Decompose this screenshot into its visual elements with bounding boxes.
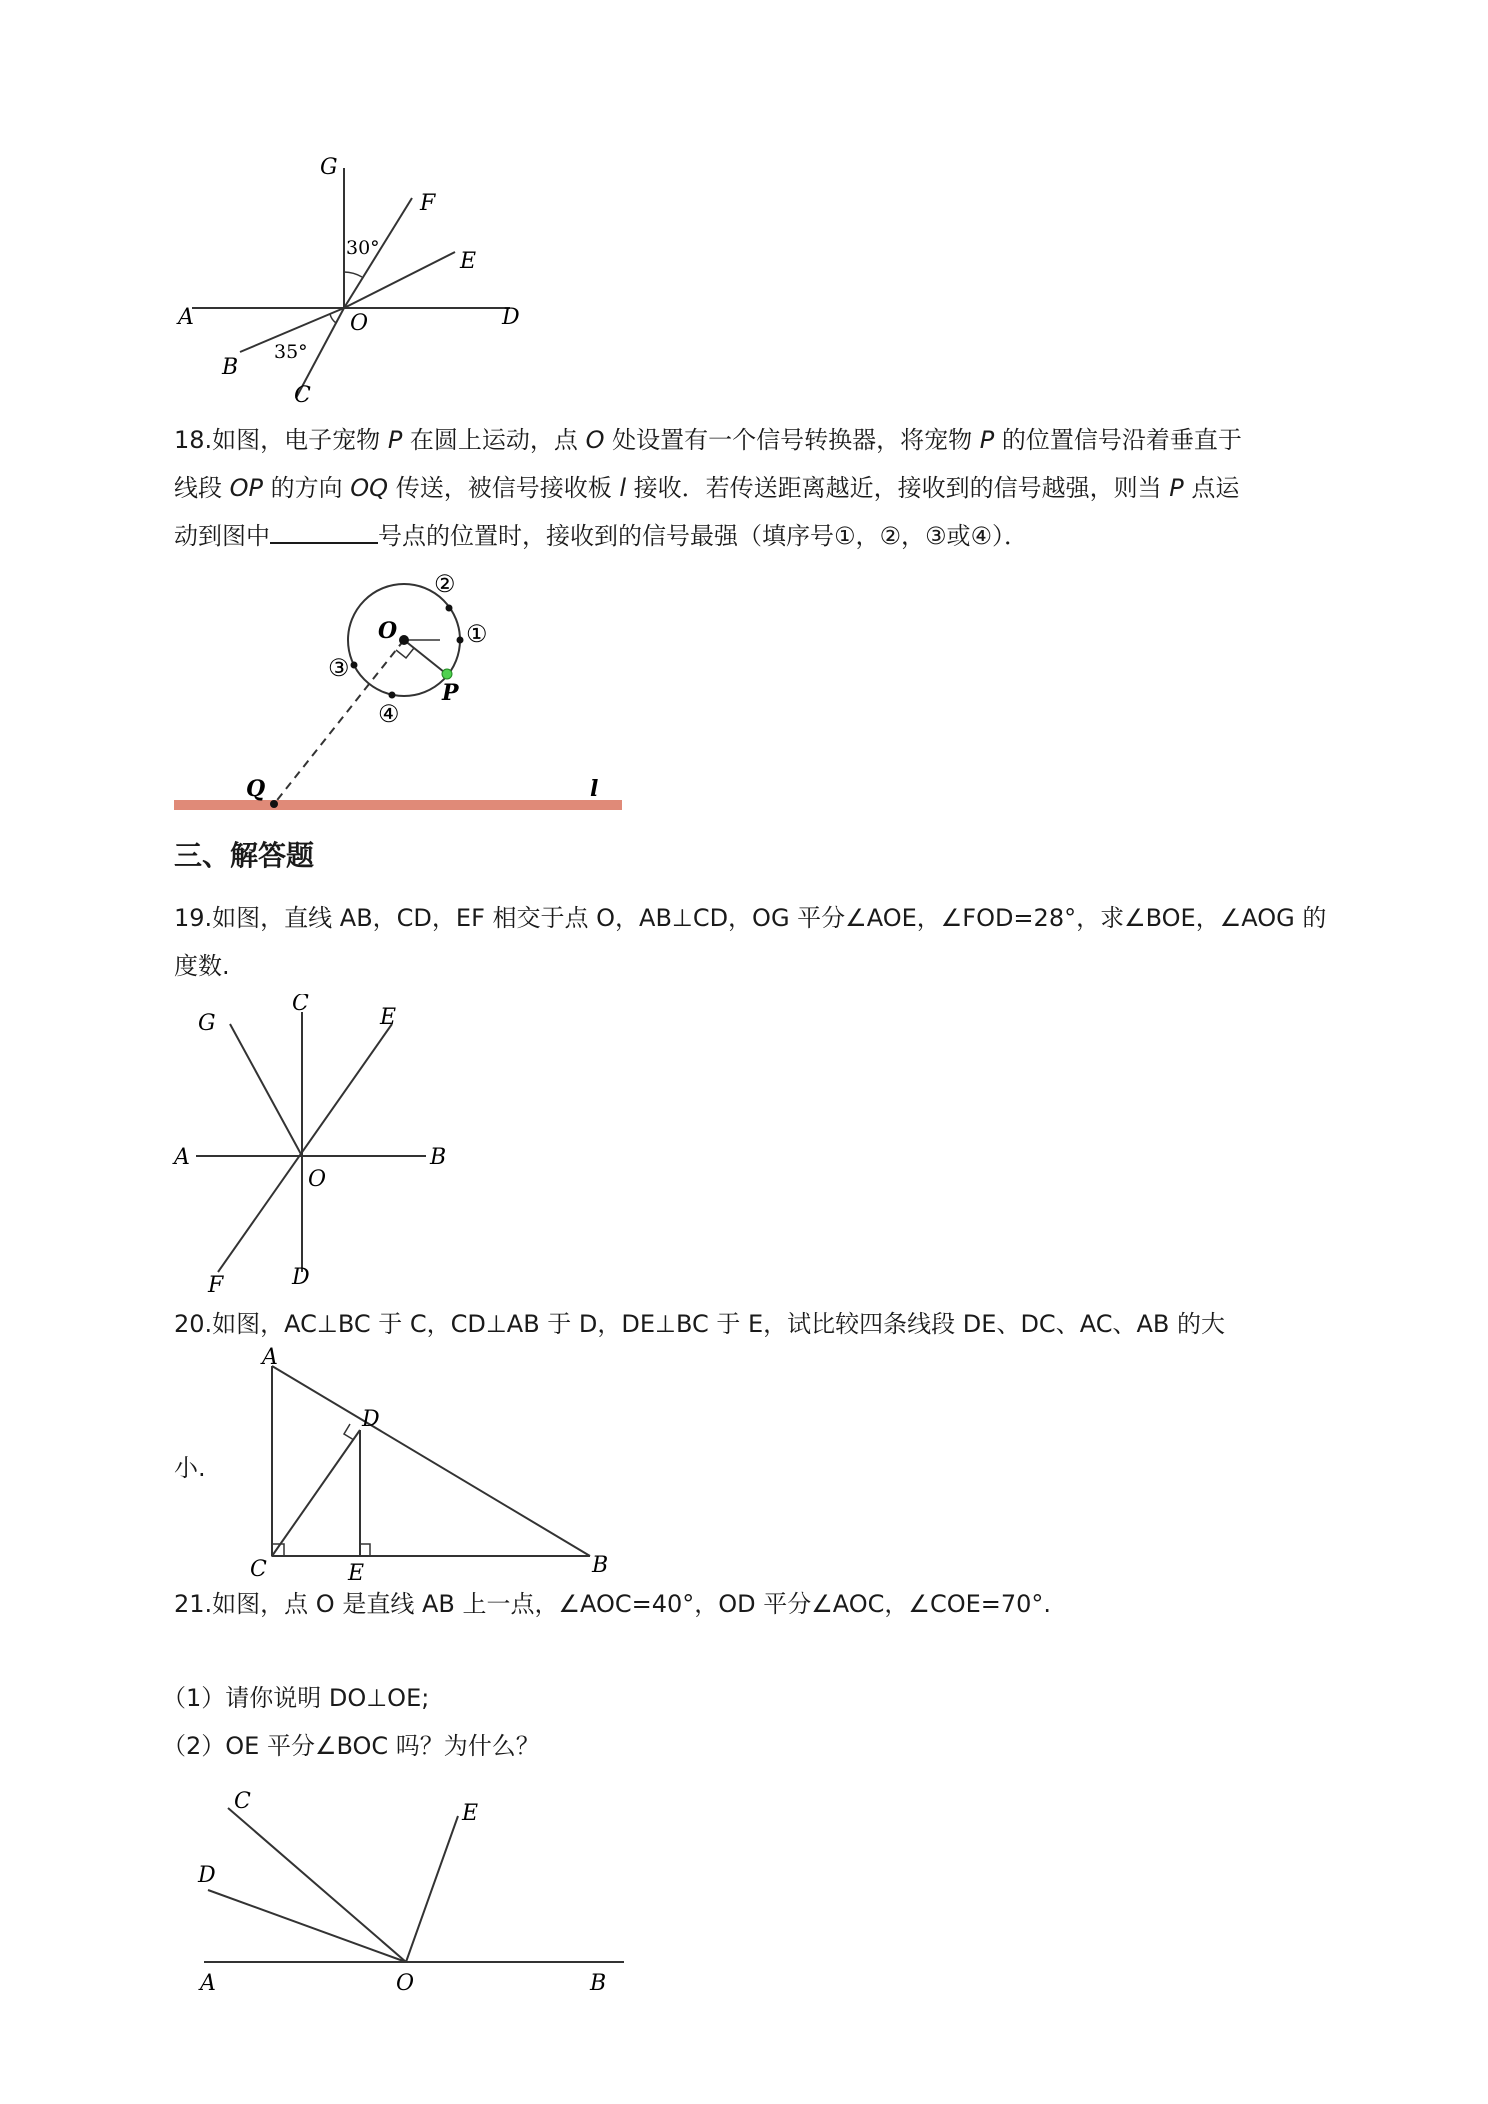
label-d: D <box>292 1265 310 1290</box>
angle-label-35: 35° <box>274 341 308 363</box>
label-n2: ② <box>434 570 456 598</box>
q21-line1: 21.如图，点 O 是直线 AB 上一点，∠AOC=40°，OD 平分∠AOC，∠COE=70°. <box>174 1590 1052 1618</box>
figure-q18 <box>170 560 630 820</box>
label-a: A <box>178 305 194 330</box>
label-o: O <box>350 311 369 336</box>
q19-line1: 19.如图，直线 AB，CD，EF 相交于点 O，AB⊥CD，OG 平分∠AOE，∠FOD=28°，求∠BOE，∠AOG 的 <box>174 904 1327 932</box>
figure-q21 <box>190 1780 640 2000</box>
segment-ab <box>272 1366 590 1556</box>
label-c: C <box>250 1557 267 1582</box>
label-e: E <box>380 1005 397 1030</box>
ray-oe <box>406 1816 458 1962</box>
label-c: C <box>234 1789 251 1814</box>
label-a: A <box>262 1345 278 1370</box>
label-b: B <box>222 355 239 380</box>
answer-blank[interactable] <box>270 520 378 544</box>
label-n4: ④ <box>378 700 400 728</box>
label-d: D <box>198 1863 216 1888</box>
label-f: F <box>420 191 436 216</box>
label-e: E <box>462 1801 479 1826</box>
q18-line1: 18.如图，电子宠物 P 在圆上运动，点 O 处设置有一个信号转换器，将宠物 P 的位置信号沿着垂直于 <box>174 426 1242 454</box>
point-p <box>442 669 452 679</box>
segment-cd <box>272 1430 360 1556</box>
figure-q19 <box>170 994 470 1294</box>
q21-sub1: （1）请你说明 DO⊥OE; <box>162 1684 430 1712</box>
q20-line2: 小. <box>174 1454 206 1482</box>
label-n1: ① <box>466 620 488 648</box>
label-e: E <box>348 1561 365 1584</box>
label-o: O <box>378 618 398 644</box>
label-q: Q <box>246 776 266 802</box>
label-c: C <box>292 994 309 1016</box>
label-o: O <box>308 1167 327 1192</box>
label-p: P <box>442 680 459 706</box>
label-d: D <box>502 305 520 330</box>
receiver-board-l <box>174 800 622 810</box>
q18-line3: 动到图中 号点的位置时，接收到的信号最强（填序号①，②，③或④）． <box>174 522 1029 550</box>
label-f: F <box>208 1273 224 1294</box>
ray-og <box>230 1024 302 1156</box>
q21-sub2: （2）OE 平分∠BOC 吗？为什么？ <box>162 1732 540 1760</box>
label-d: D <box>362 1407 380 1432</box>
q18-line2: 线段 OP 的方向 OQ 传送，被信号接收板 l 接收．若传送距离越近，接收到的信号越强，则当 P 点运 <box>174 474 1240 502</box>
label-a: A <box>200 1971 216 1996</box>
label-l: l <box>590 776 599 802</box>
angle-label-30: 30° <box>346 237 380 259</box>
q19-line2: 度数. <box>174 952 230 980</box>
label-b: B <box>430 1145 447 1170</box>
figure-q17 <box>170 140 550 420</box>
label-c: C <box>294 383 311 408</box>
ray-od <box>208 1890 406 1962</box>
figure-q20 <box>220 1344 620 1584</box>
label-g: G <box>198 1011 216 1036</box>
label-o: O <box>396 1971 415 1996</box>
label-g: G <box>320 155 338 180</box>
section-title: 三、解答题 <box>174 839 315 872</box>
label-b: B <box>592 1553 609 1578</box>
label-n3: ③ <box>328 654 350 682</box>
label-e: E <box>460 249 477 274</box>
label-a: A <box>174 1145 190 1170</box>
q20-line1: 20.如图，AC⊥BC 于 C，CD⊥AB 于 D，DE⊥BC 于 E，试比较四条线段 DE、DC、AC、AB 的大 <box>174 1310 1225 1338</box>
label-b: B <box>590 1971 607 1996</box>
ray-oc <box>228 1808 406 1962</box>
line-ef <box>218 1024 392 1272</box>
